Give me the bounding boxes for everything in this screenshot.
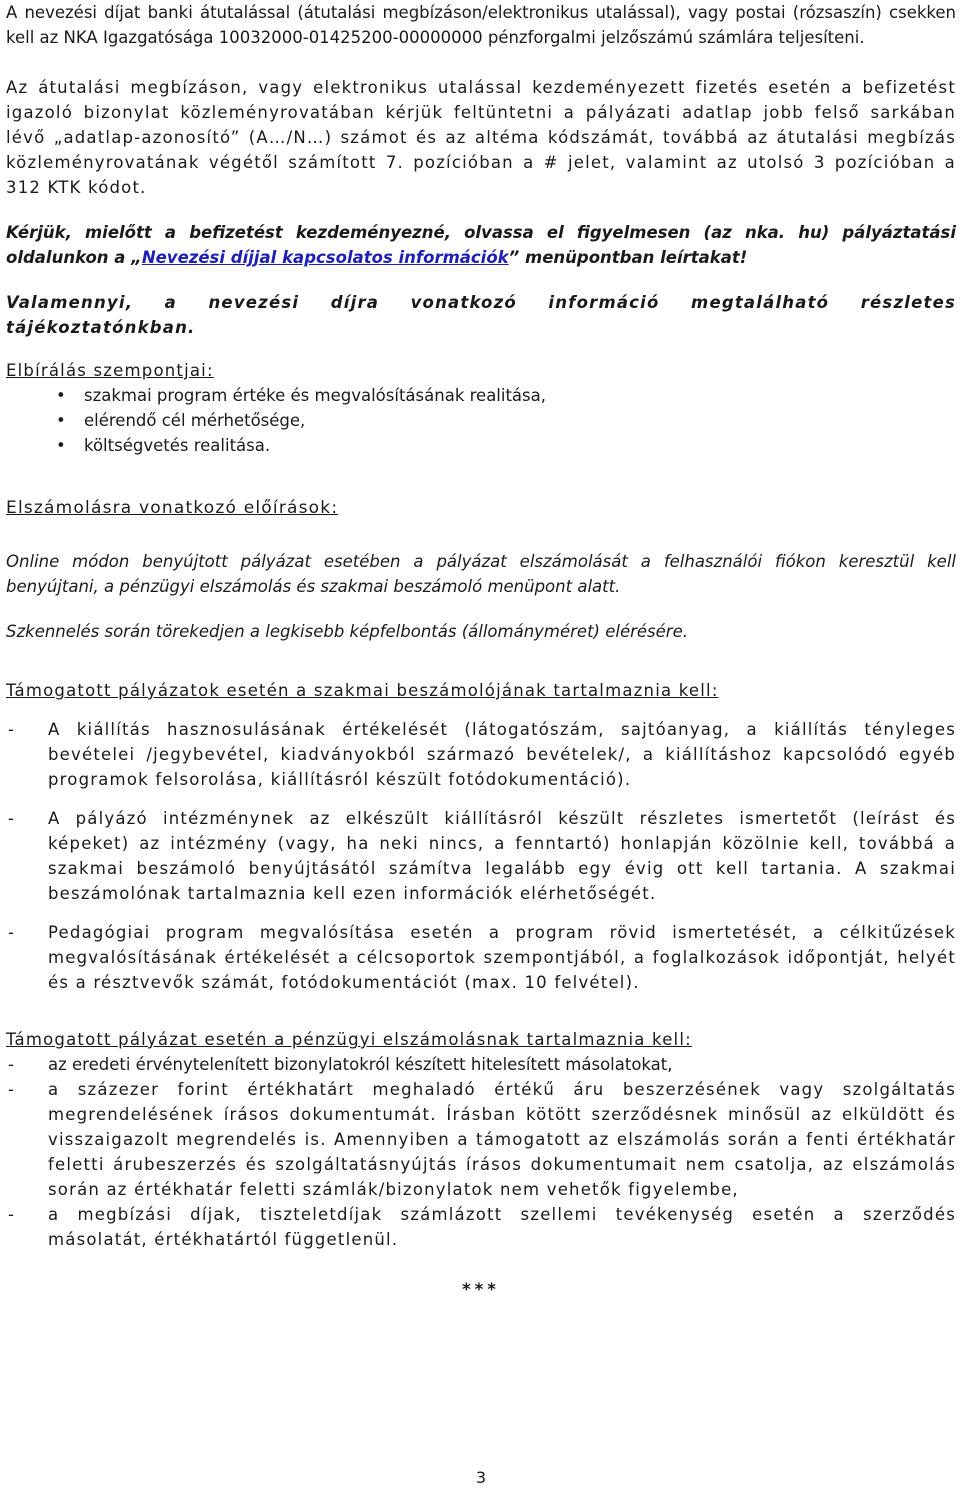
fee-payment-paragraph: A nevezési díjat banki átutalással (átutalási megbízáson/elektronikus utalással), vagy postai (rózsaszín) csekken kell az NKA Igazgatósága 10032000-01425200-00000000 pénzforgalmi jelzőszámú számlára teljesíteni. xyxy=(6,3,956,47)
read-notice-after: ” menüpontban leírtakat! xyxy=(508,248,748,267)
online-settlement-paragraph: Online módon benyújtott pályázat esetében a pályázat elszámolását a felhasználói fiókon keresztül kell benyújtani, a pénzügyi elszámolás és szakmai beszámoló menüpont alatt. xyxy=(6,552,956,596)
settlement-heading: Elszámolásra vonatkozó előírások: xyxy=(6,498,339,518)
list-item: - az eredeti érvénytelenített bizonylatokról készített hitelesített másolatokat, xyxy=(6,1052,956,1077)
fee-info-link[interactable]: Nevezési díjjal kapcsolatos információk xyxy=(141,248,509,267)
criteria-heading: Elbírálás szempontjai: xyxy=(6,361,214,380)
financial-report-list xyxy=(6,1052,956,1252)
list-item: • szakmai program értéke és megvalósításának realitása, xyxy=(56,383,956,408)
transfer-instructions-paragraph: Az átutalási megbízáson, vagy elektronikus utalással kezdeményezett fizetés esetén a befizetést igazoló bizonylat közleményrovatában kérjük feltüntetni a pályázati adatlap jobb felső sarkában lévő „adatlap-azonosító” (A…/N…) számot és az altéma kódszámát, továbbá az átutalási megbízás közleményrovatának végétől számított 7. pozícióban a # jelet, valamint az utolsó 3 pozícióban a 312 KTK kódot. xyxy=(6,78,956,197)
list-item: - Pedagógiai program megvalósítása esetén a program rövid ismertetését, a célkitűzések megvalósításának értékelését a célcsoportok szempontjából, a foglalkozások időpontját, helyét és a résztvevők számát, fotódokumentációt (max. 10 felvétel). xyxy=(6,920,956,995)
scan-paragraph: Szkennelés során törekedjen a legkisebb képfelbontás (állományméret) elérésére. xyxy=(6,622,688,641)
financial-report-heading: Támogatott pályázat esetén a pénzügyi elszámolásnak tartalmaznia kell: xyxy=(6,1030,692,1049)
list-item: - a megbízási díjak, tiszteletdíjak számlázott szellemi tevékenység esetén a szerződés másolatát, értékhatártól függetlenül. xyxy=(6,1202,956,1252)
document-page xyxy=(6,0,956,1299)
all-info-paragraph: Valamennyi, a nevezési díjra vonatkozó információ megtalálható részletes tájékoztatónkban. xyxy=(6,293,956,337)
page-number: 3 xyxy=(475,1468,487,1487)
list-item: - A pályázó intézménynek az elkészült kiállításról készült részletes ismertetőt (leírást és képeket) az intézmény (vagy, ha neki nincs, a fenntartó) honlapján közölnie kell, továbbá a szakmai beszámoló benyújtásától számítva legalább egy évig ott kell tartania. A szakmai beszámolónak tartalmaznia kell ezen információk elérhetőségét. xyxy=(6,806,956,906)
list-item: - a százezer forint értékhatárt meghaladó értékű áru beszerzésének vagy szolgáltatás megrendelésének írásos dokumentumát. Írásban kötött szerződésnek minősül az elküldött és visszaigazolt megrendelés is. Amennyiben a támogatott az elszámolás során a fenti értékhatár feletti árubeszerzés és szolgáltatásnyújtás írásos dokumentumait nem csatolja, az elszámolás során az értékhatár feletti számlák/bizonylatok nem vehetők figyelembe, xyxy=(6,1077,956,1202)
read-notice-before: Kérjük, mielőtt a befizetést kezdeményezné, olvassa el figyelmesen (az nka. hu) pályáztatási oldalunkon a „ xyxy=(6,223,956,267)
list-item: - A kiállítás hasznosulásának értékelését (látogatószám, sajtóanyag, a kiállítás tényleges bevételei /jegybevétel, kiadványokból származó bevételek/, a kiállításhoz kapcsolódó egyéb programok felsorolása, kiállításról készült fotódokumentáció). xyxy=(6,717,956,792)
professional-report-heading: Támogatott pályázatok esetén a szakmai beszámolójának tartalmaznia kell: xyxy=(6,681,719,700)
read-notice-paragraph xyxy=(6,220,956,270)
end-stars: *** xyxy=(462,1280,500,1299)
professional-report-list xyxy=(6,717,956,995)
list-item: • költségvetés realitása. xyxy=(56,433,956,458)
list-item: • elérendő cél mérhetősége, xyxy=(56,408,956,433)
criteria-list xyxy=(6,383,956,458)
